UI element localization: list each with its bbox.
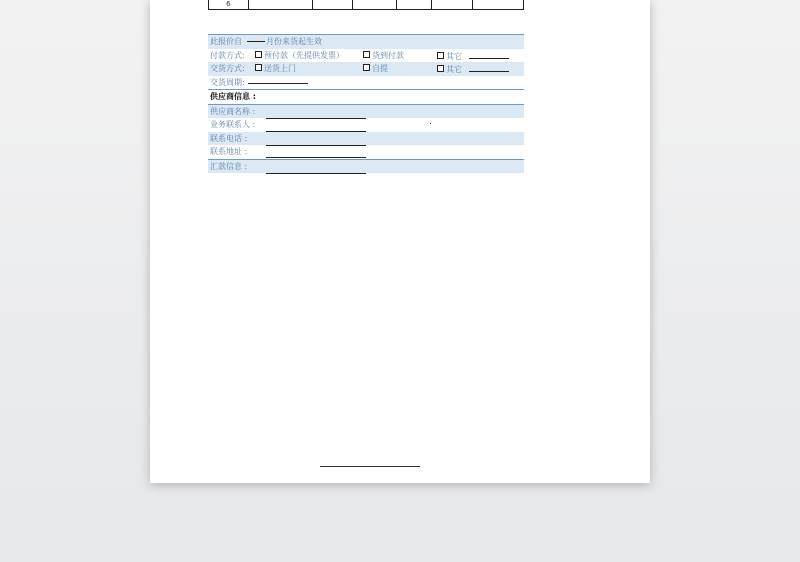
delivery-other-label: 其它 <box>446 65 462 74</box>
document-page <box>150 0 650 483</box>
effective-prefix: 此报价自 <box>210 37 242 46</box>
address-label: 联系地址 : <box>210 147 248 156</box>
lead-time-label: 交货周期: <box>210 77 245 87</box>
contact-row <box>208 118 524 132</box>
cod-label: 货到付款 <box>372 50 404 60</box>
payment-other-label: 其它 <box>446 51 462 61</box>
phone-row <box>208 132 524 146</box>
supplier-heading: 供应商信息 : <box>210 92 256 101</box>
table-cell <box>313 0 353 9</box>
self-pickup-label: 自提 <box>372 64 388 73</box>
table-cell <box>249 0 314 9</box>
supplier-name-row <box>208 105 524 119</box>
payment-other-checkbox[interactable] <box>437 52 444 59</box>
effective-suffix: 月份来货起生效 <box>266 37 322 46</box>
table-cell <box>397 0 432 9</box>
price-table-last-row <box>208 0 524 10</box>
payment-row <box>208 49 524 63</box>
lead-time-field[interactable] <box>248 74 308 84</box>
terms-form <box>208 34 524 173</box>
lead-time-row <box>208 76 524 91</box>
signature-line[interactable] <box>320 466 420 467</box>
row-number-cell: 6 <box>209 0 249 9</box>
door-delivery-label: 送货上门 <box>264 64 296 73</box>
delivery-label: 交货方式: <box>210 64 245 73</box>
effective-date-row <box>208 34 524 49</box>
effective-month-field[interactable] <box>247 32 265 42</box>
payment-label: 付款方式: <box>210 50 245 60</box>
delivery-other-checkbox[interactable] <box>437 65 444 72</box>
table-cell <box>432 0 474 9</box>
address-row <box>208 145 524 160</box>
supplier-name-label: 供应商名称 : <box>210 106 256 116</box>
contact-label: 业务联系人 : <box>210 120 256 129</box>
supplier-heading-row <box>208 90 524 105</box>
bank-label: 汇款信息 : <box>210 161 248 171</box>
table-cell <box>473 0 523 9</box>
self-pickup-checkbox[interactable] <box>363 64 370 71</box>
stray-dot <box>430 123 431 124</box>
prepay-checkbox[interactable] <box>255 51 262 58</box>
delivery-other-field[interactable] <box>469 62 509 72</box>
door-delivery-checkbox[interactable] <box>255 64 262 71</box>
phone-label: 联系电话 : <box>210 133 248 143</box>
bank-row <box>208 160 524 174</box>
table-cell <box>353 0 397 9</box>
bank-field[interactable] <box>266 173 366 174</box>
address-field[interactable] <box>266 157 366 158</box>
prepay-label: 预付款（先提供发票） <box>264 50 344 60</box>
payment-other-field[interactable] <box>469 49 509 59</box>
cod-checkbox[interactable] <box>363 51 370 58</box>
